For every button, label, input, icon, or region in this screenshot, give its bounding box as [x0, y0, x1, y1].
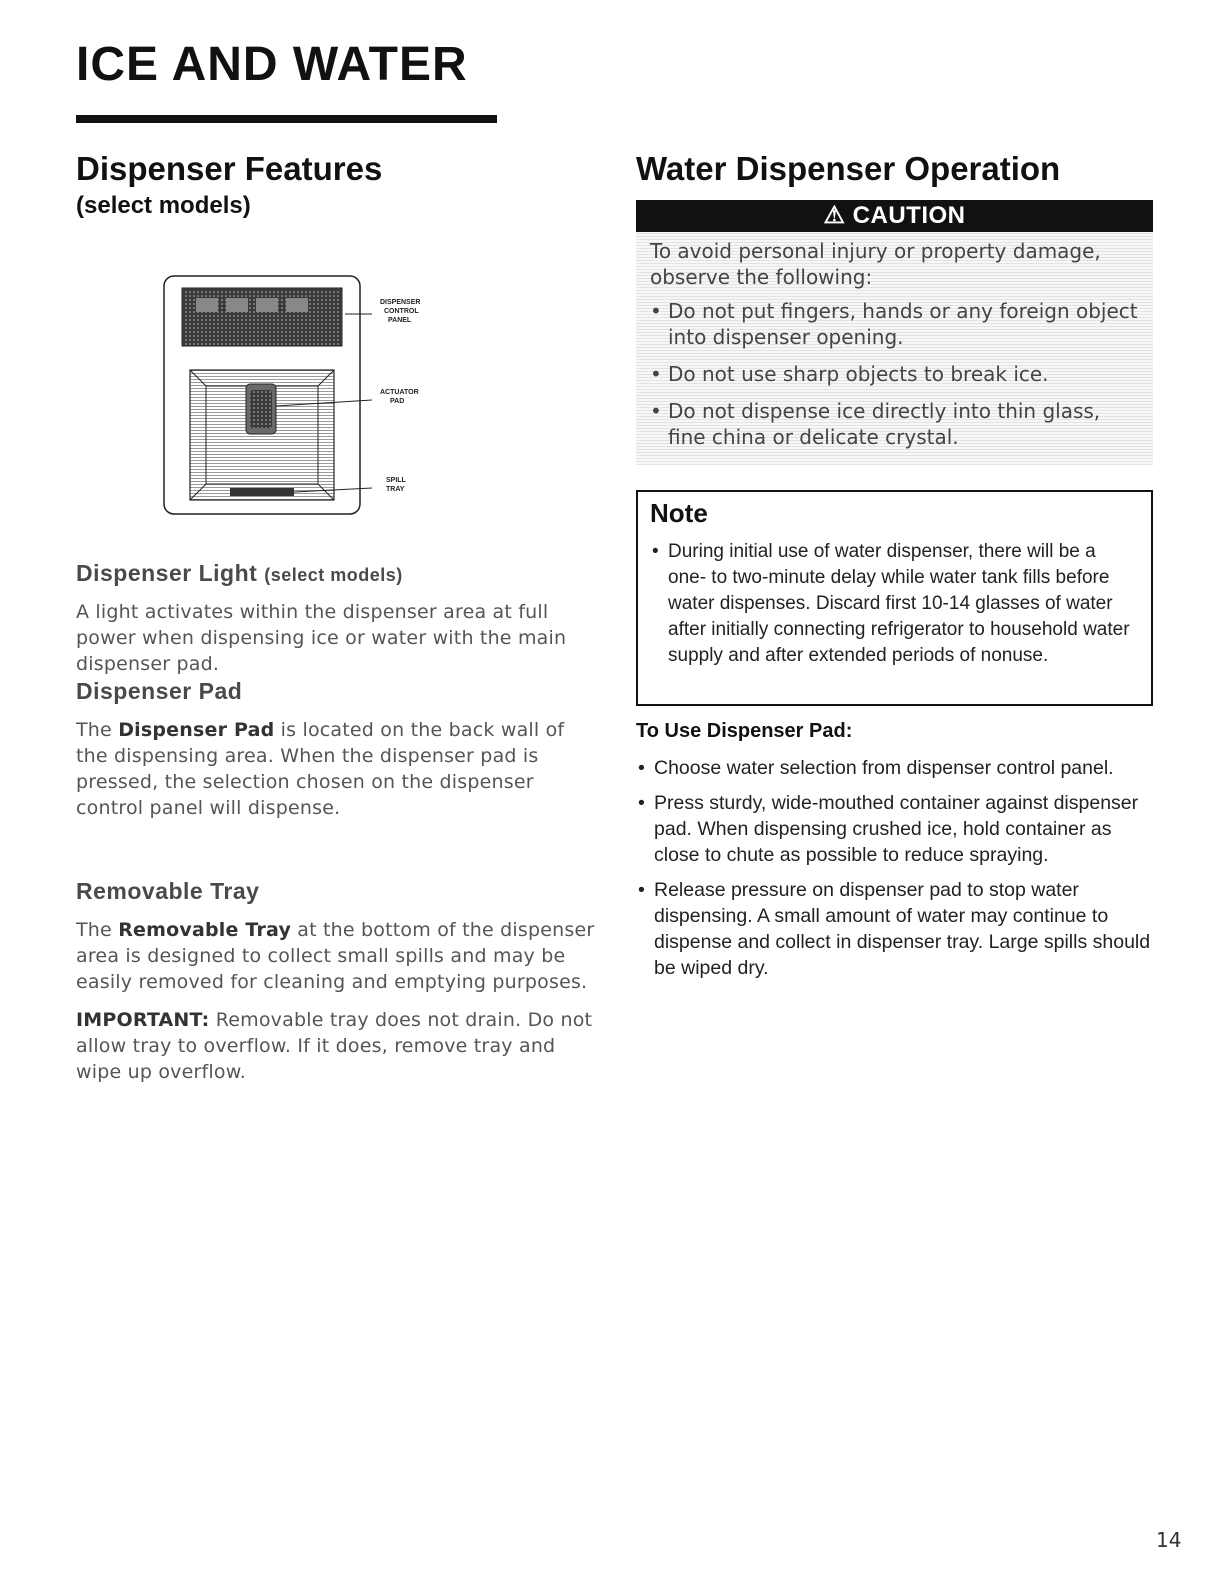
caution-item: • Do not use sharp objects to break ice.: [650, 361, 1139, 387]
use-step: • Press sturdy, wide-mouthed container against dispenser pad. When dispensing crushed ice, hold container as close to chute as possible to reduce spraying.: [636, 790, 1156, 868]
page-title: ICE AND WATER: [76, 38, 468, 91]
note-item: • During initial use of water dispenser, there will be a one- to two-minute delay while water tank fills before water dispenses. Discard first 10-14 glasses of water after initially connecting refrigerator to household water supply and after extended periods of nonuse.: [650, 539, 1139, 669]
removable-tray-heading: Removable Tray: [76, 878, 260, 904]
removable-tray-section: [76, 878, 596, 1085]
dispenser-pad-section: [76, 678, 596, 821]
dispenser-light-section: [76, 560, 596, 677]
dispenser-pad-text: The Dispenser Pad is located on the back wall of the dispensing area. When the dispenser pad is pressed, the selection chosen on the dispenser control panel will dispense.: [76, 719, 565, 819]
left-column: [76, 150, 596, 1083]
important-note: IMPORTANT: Removable tray does not drain. Do not allow tray to overflow. If it does, remove tray and wipe up overflow.: [76, 1009, 593, 1083]
caution-list: [650, 298, 1139, 450]
dispenser-pad-heading: Dispenser Pad: [76, 678, 243, 704]
callout-spill-line1: SPILL: [386, 477, 406, 484]
callout-control-line2: CONTROL: [384, 308, 419, 315]
dispenser-diagram: [160, 274, 520, 524]
caution-item: • Do not dispense ice directly into thin glass, fine china or delicate crystal.: [650, 398, 1139, 450]
callout-spill-line2: TRAY: [386, 486, 405, 493]
dispenser-light-heading: Dispenser Light (select models): [76, 560, 403, 586]
note-title: Note: [650, 498, 708, 528]
caution-item: • Do not put fingers, hands or any foreign object into dispenser opening.: [650, 298, 1139, 350]
callout-control-line3: PANEL: [388, 317, 412, 324]
use-dispenser-pad-list: [636, 755, 1156, 990]
callout-control-line1: DISPENSER: [380, 299, 421, 306]
use-step: • Release pressure on dispenser pad to stop water dispensing. A small amount of water may continue to dispense and collect in dispenser tray. Large spills should be wiped dry.: [636, 877, 1156, 981]
use-step: • Choose water selection from dispenser control panel.: [636, 755, 1156, 781]
dispenser-light-text: A light activates within the dispenser area at full power when dispensing ice or water with the main dispenser pad.: [76, 601, 567, 675]
use-dispenser-pad-heading: To Use Dispenser Pad:: [636, 720, 853, 742]
right-column: [636, 150, 1156, 979]
note-list: [650, 539, 1139, 669]
caution-body: [636, 232, 1153, 465]
spill-tray-graphic: [230, 488, 294, 496]
caution-intro: To avoid personal injury or property damage, observe the following:: [650, 239, 1101, 289]
caution-box: [636, 200, 1153, 465]
page-number: 14: [1156, 1528, 1182, 1552]
title-underline: [76, 115, 497, 123]
caution-label: ⚠ CAUTION: [636, 200, 1153, 232]
removable-tray-text: The Removable Tray at the bottom of the dispenser area is designed to collect small spills and may be easily removed for cleaning and emptying purposes.: [76, 919, 595, 993]
control-panel-graphic: [182, 288, 342, 346]
callout-actuator-line1: ACTUATOR: [380, 389, 419, 396]
dispenser-features-heading: Dispenser Features: [76, 150, 383, 187]
water-dispenser-heading: Water Dispenser Operation: [636, 150, 1061, 187]
note-box: [636, 490, 1153, 706]
dispenser-features-subheading: (select models): [76, 191, 251, 219]
callout-actuator-line2: PAD: [390, 398, 405, 405]
